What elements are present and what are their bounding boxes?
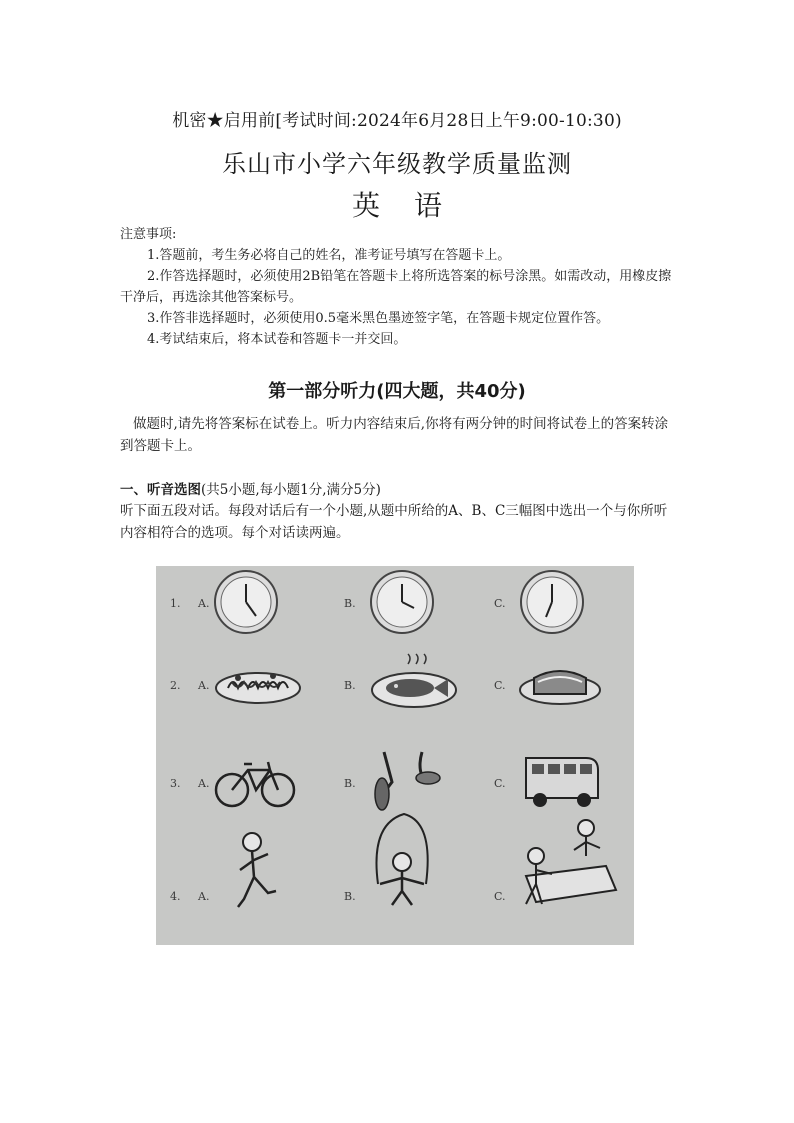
option-label: C. [494,679,506,692]
option-label: B. [344,777,356,790]
bus-icon [526,758,598,807]
section-title: 一、听音选图 [120,482,201,498]
note-item: 3.作答非选择题时，必须使用0.5毫米黑色墨迹签字笔，在答题卡规定位置作答。 [147,311,610,326]
question-number: 1. [170,597,181,610]
question-pictures [156,566,634,945]
option-label: C. [494,597,506,610]
fish-icon [372,654,456,707]
clock-icon [371,571,433,633]
noodles-icon [216,673,300,703]
bread-icon [520,671,600,704]
exam-title: 乐山市小学六年级教学质量监测 [222,150,572,178]
option-label: B. [344,679,356,692]
note-item: 2.作答选择题时，必须使用2B铅笔在答题卡上将所选答案的标号涂黑。如需改动，用橡皮擦干净后，再选涂其他答案标号。 [120,269,672,305]
section-description: 听下面五段对话。每段对话后有一个小题,从题中所给的A、B、C三幅图中选出一个与你所听内容相符合的选项。每个对话读两遍。 [120,503,668,541]
notes-heading: 注意事项: [120,227,177,242]
option-label: C. [494,777,506,790]
option-label: B. [344,597,356,610]
part-title: 第一部分听力(四大题，共40分) [268,381,526,402]
section-heading [120,479,676,501]
option-label: B. [344,890,356,903]
jump-rope-icon [376,814,427,905]
clock-icon [215,571,277,633]
option-label: A. [198,777,210,790]
note-item: 4.考试结束后，将本试卷和答题卡一并交回。 [147,332,407,347]
option-label: A. [198,597,210,610]
option-label: C. [494,890,506,903]
notes-block [120,224,676,350]
part-intro: 做题时,请先将答案标在试卷上。听力内容结束后,你将有两分钟的时间将试卷上的答案转涂到答题卡上。 [120,416,669,454]
confidential-line: 机密★启用前[考试时间:2024年6月28日上午9:00-10:30) [172,111,622,131]
option-label: A. [198,890,210,903]
feet-icon [375,752,440,810]
section-meta: (共5小题,每小题1分,满分5分) [201,482,381,498]
question-number: 2. [170,679,181,692]
question-number: 3. [170,777,181,790]
clock-icon [521,571,583,633]
running-icon [238,833,276,907]
ping-pong-icon [526,820,616,904]
question-number: 4. [170,890,181,903]
bike-icon [216,762,294,806]
subject-title: 英语 [351,189,476,222]
option-label: A. [198,679,210,692]
question-photo [156,566,634,945]
note-item: 1.答题前，考生务必将自己的姓名，准考证号填写在答题卡上。 [147,248,511,263]
